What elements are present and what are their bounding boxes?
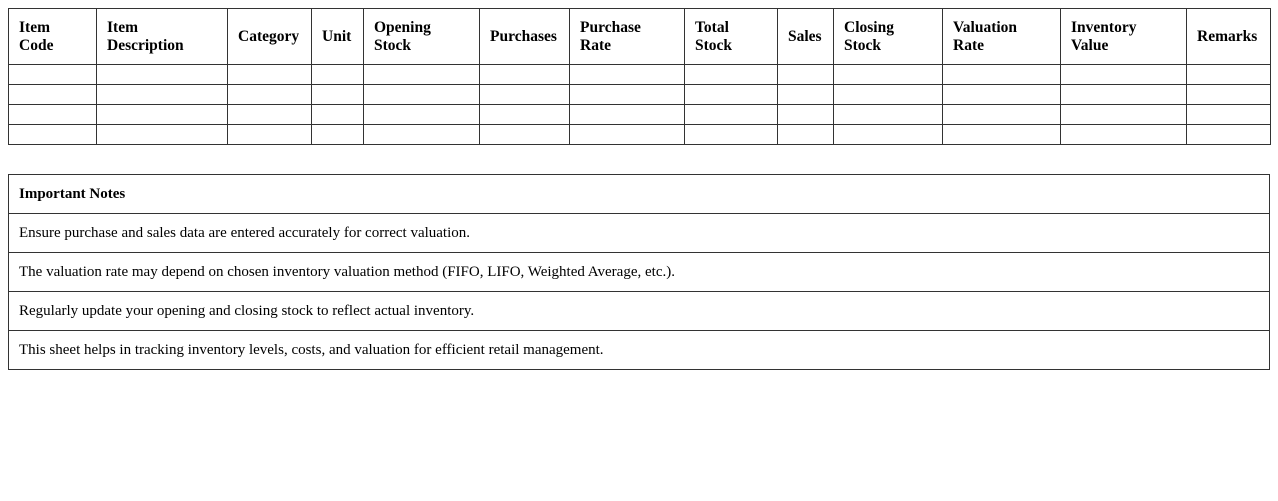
inventory-cell[interactable] <box>364 125 480 145</box>
inventory-cell[interactable] <box>480 65 570 85</box>
inventory-cell[interactable] <box>228 125 312 145</box>
note-row <box>9 292 1270 331</box>
inventory-cell[interactable] <box>312 125 364 145</box>
inventory-cell[interactable] <box>9 65 97 85</box>
inventory-header-row <box>9 9 1271 65</box>
inventory-cell[interactable] <box>685 85 778 105</box>
inventory-cell[interactable] <box>834 105 943 125</box>
inventory-cell[interactable] <box>480 85 570 105</box>
inventory-cell[interactable] <box>9 105 97 125</box>
inventory-cell[interactable] <box>834 125 943 145</box>
inventory-cell[interactable] <box>228 105 312 125</box>
note-item: Regularly update your opening and closing stock to reflect actual inventory. <box>9 292 1270 331</box>
notes-table <box>8 174 1270 370</box>
inventory-cell[interactable] <box>834 65 943 85</box>
inventory-row <box>9 85 1271 105</box>
inventory-row <box>9 65 1271 85</box>
inventory-cell[interactable] <box>1187 65 1271 85</box>
inventory-cell[interactable] <box>943 65 1061 85</box>
inventory-cell[interactable] <box>312 65 364 85</box>
inventory-cell[interactable] <box>834 85 943 105</box>
inventory-cell[interactable] <box>570 85 685 105</box>
inventory-cell[interactable] <box>570 105 685 125</box>
inventory-cell[interactable] <box>685 105 778 125</box>
header-item-description: Item Description <box>97 9 228 65</box>
note-row <box>9 331 1270 370</box>
header-category: Category <box>228 9 312 65</box>
inventory-cell[interactable] <box>312 85 364 105</box>
inventory-cell[interactable] <box>228 85 312 105</box>
inventory-body <box>9 65 1271 145</box>
inventory-cell[interactable] <box>943 105 1061 125</box>
inventory-cell[interactable] <box>9 85 97 105</box>
inventory-cell[interactable] <box>778 125 834 145</box>
inventory-cell[interactable] <box>9 125 97 145</box>
note-row <box>9 214 1270 253</box>
inventory-cell[interactable] <box>97 125 228 145</box>
inventory-cell[interactable] <box>570 65 685 85</box>
note-item: Ensure purchase and sales data are entered accurately for correct valuation. <box>9 214 1270 253</box>
inventory-cell[interactable] <box>778 65 834 85</box>
inventory-cell[interactable] <box>685 125 778 145</box>
inventory-cell[interactable] <box>364 85 480 105</box>
inventory-cell[interactable] <box>480 125 570 145</box>
inventory-cell[interactable] <box>570 125 685 145</box>
header-remarks: Remarks <box>1187 9 1271 65</box>
header-sales: Sales <box>778 9 834 65</box>
inventory-row <box>9 125 1271 145</box>
inventory-cell[interactable] <box>1187 105 1271 125</box>
inventory-cell[interactable] <box>228 65 312 85</box>
notes-header-row <box>9 175 1270 214</box>
inventory-cell[interactable] <box>1061 125 1187 145</box>
inventory-cell[interactable] <box>1187 125 1271 145</box>
notes-title: Important Notes <box>9 175 1270 214</box>
header-opening-stock: Opening Stock <box>364 9 480 65</box>
inventory-cell[interactable] <box>1061 65 1187 85</box>
header-total-stock: Total Stock <box>685 9 778 65</box>
note-item: The valuation rate may depend on chosen inventory valuation method (FIFO, LIFO, Weighted Average, etc.). <box>9 253 1270 292</box>
inventory-row <box>9 105 1271 125</box>
inventory-cell[interactable] <box>685 65 778 85</box>
inventory-cell[interactable] <box>943 85 1061 105</box>
inventory-table <box>8 8 1271 145</box>
inventory-cell[interactable] <box>312 105 364 125</box>
header-purchases: Purchases <box>480 9 570 65</box>
inventory-cell[interactable] <box>364 105 480 125</box>
inventory-cell[interactable] <box>778 105 834 125</box>
inventory-cell[interactable] <box>1061 85 1187 105</box>
header-purchase-rate: Purchase Rate <box>570 9 685 65</box>
inventory-cell[interactable] <box>778 85 834 105</box>
inventory-cell[interactable] <box>1187 85 1271 105</box>
inventory-cell[interactable] <box>943 125 1061 145</box>
header-item-code: Item Code <box>9 9 97 65</box>
inventory-cell[interactable] <box>480 105 570 125</box>
inventory-cell[interactable] <box>97 65 228 85</box>
header-inventory-value: Inventory Value <box>1061 9 1187 65</box>
header-valuation-rate: Valuation Rate <box>943 9 1061 65</box>
header-unit: Unit <box>312 9 364 65</box>
inventory-cell[interactable] <box>364 65 480 85</box>
inventory-cell[interactable] <box>97 85 228 105</box>
header-closing-stock: Closing Stock <box>834 9 943 65</box>
note-item: This sheet helps in tracking inventory levels, costs, and valuation for efficient retail management. <box>9 331 1270 370</box>
note-row <box>9 253 1270 292</box>
inventory-cell[interactable] <box>97 105 228 125</box>
inventory-cell[interactable] <box>1061 105 1187 125</box>
